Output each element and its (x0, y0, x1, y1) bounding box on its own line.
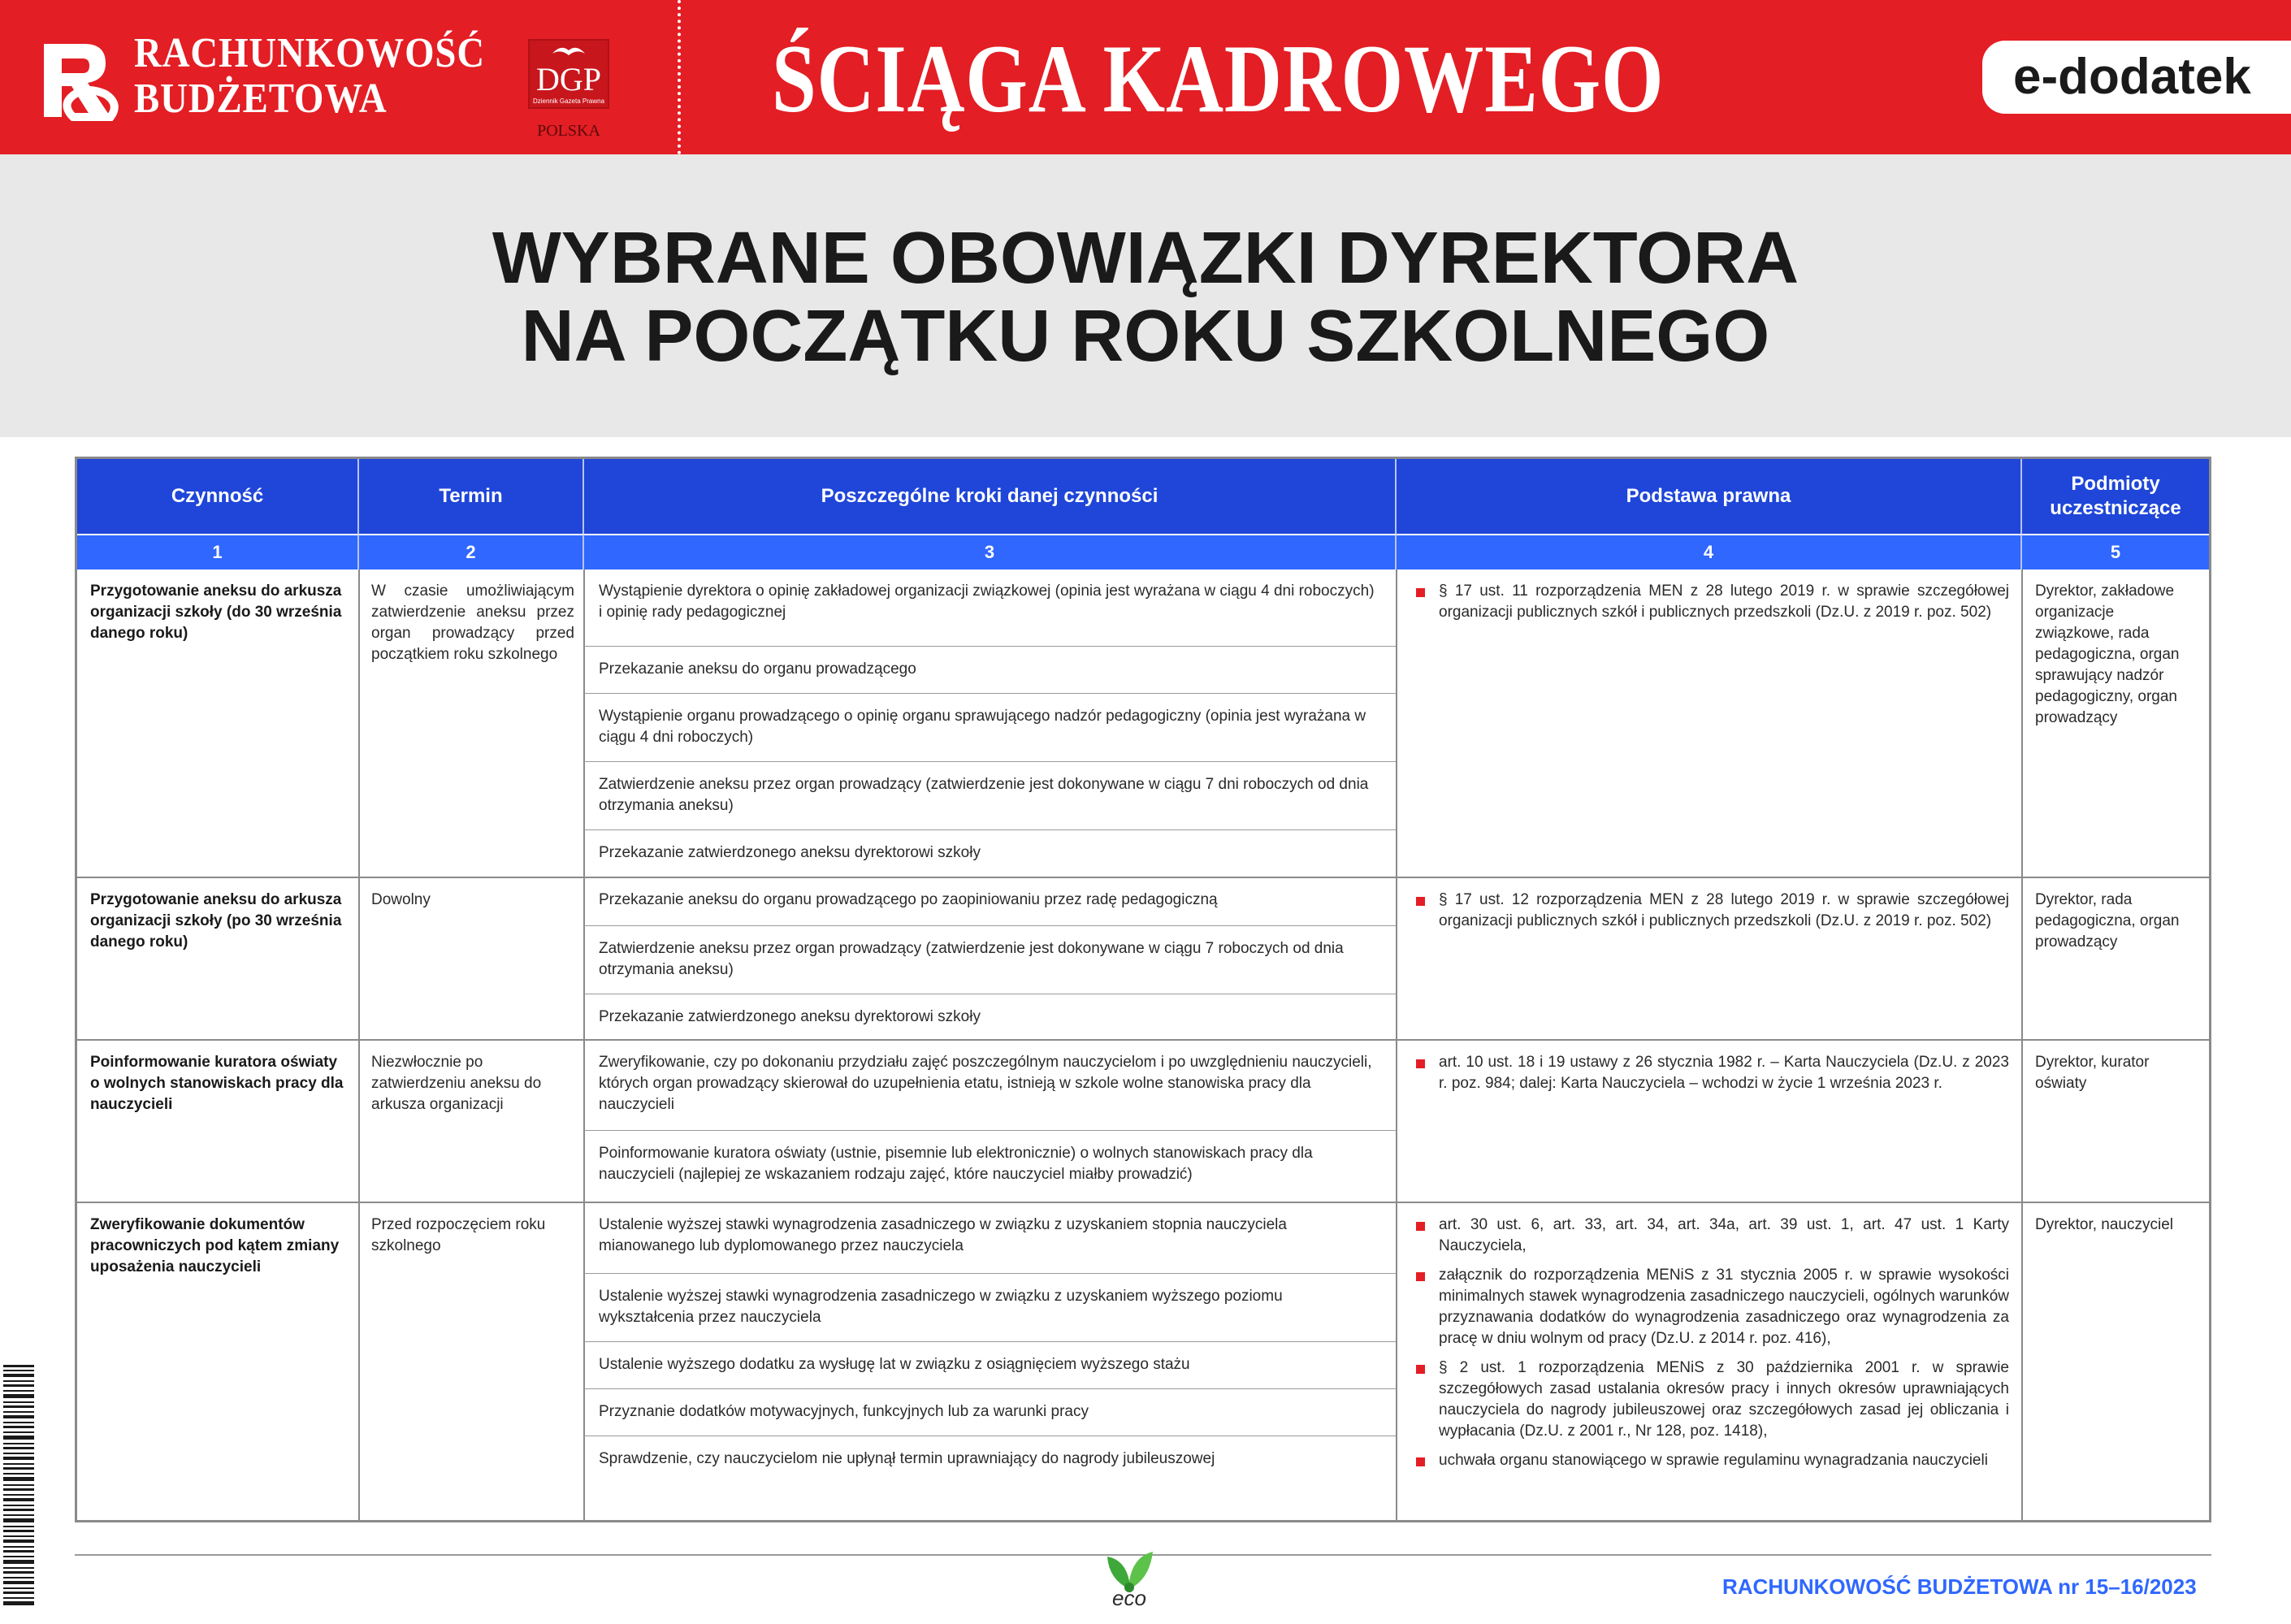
step-divider (584, 1341, 1397, 1342)
step-item: Przekazanie aneksu do organu prowadzącego po zaopiniowaniu przez radę pedagogiczną (599, 891, 1218, 908)
bullet-icon (1416, 1457, 1425, 1466)
step-item: Przekazanie aneksu do organu prowadzącego (599, 660, 916, 678)
term-cell: Niezwłocznie po zatwierdzeniu aneksu do arkusza organizacji (371, 1054, 542, 1113)
step-divider (584, 761, 1397, 762)
bullet-icon (1416, 588, 1425, 597)
step-divider (584, 693, 1397, 694)
column-header-term: Termin (359, 459, 584, 534)
legal-text: uchwała organu stanowiącego w sprawie regulaminu wynagradzania nauczycieli (1439, 1452, 1988, 1469)
term-cell: Przed rozpoczęciem roku szkolnego (371, 1216, 546, 1254)
dgp-logo (520, 32, 617, 146)
rb-logo-icon (37, 36, 127, 127)
brand-line-2: BUDŻETOWA (134, 76, 388, 122)
step-divider (584, 1130, 1397, 1131)
barcode-icon (0, 1365, 37, 1609)
column-number-5: 5 (2022, 534, 2209, 569)
legal-text: załącznik do rozporządzenia MENiS z 31 stycznia 2005 r. w sprawie wysokości minimalnych stawek wynagrodzenia zasadniczego nauczycieli, ogólnych warunków przyznawania dodatków do wynagrodzenia zasadniczego oraz wynagrodzenia za pracę w dniu wolnym od pracy (Dz.U. z 2014 r. poz. 416), (1439, 1267, 2009, 1347)
step-divider (584, 646, 1397, 647)
legal-item (1397, 1052, 2022, 1094)
activity-cell: Przygotowanie aneksu do arkusza organizacji szkoły (do 30 września danego roku) (90, 582, 342, 642)
legal-text: § 2 ust. 1 rozporządzenia MENiS z 30 października 2001 r. w sprawie szczegółowych zasad ustalania okresów pracy i innych okresów uprawniających nauczyciela do nagrody jubileuszowej oraz szczegółowych zasad jej obliczania i wypłacania (Dz.U. z 2001 r., Nr 128, poz. 1418), (1439, 1359, 2009, 1440)
column-header-legal-basis: Podstawa prawna (1397, 459, 2022, 534)
row-divider (77, 1039, 2209, 1041)
e-dodatek-badge: e-dodatek (1982, 41, 2291, 114)
bullet-icon (1416, 1272, 1425, 1281)
step-item: Ustalenie wyższej stawki wynagrodzenia zasadniczego w związku z uzyskaniem stopnia nauczyciela mianowanego lub dyplomowanego przez nauczyciela (599, 1216, 1287, 1254)
page-title: ŚCIĄGA KADROWEGO (772, 24, 1665, 132)
column-header-steps: Poszczególne kroki danej czynności (584, 459, 1397, 534)
legal-item (1397, 1215, 2022, 1257)
row-divider (77, 1202, 2209, 1203)
step-item: Zatwierdzenie aneksu przez organ prowadzący (zatwierdzenie jest dokonywane w ciągu 7 roboczych od dnia otrzymania aneksu) (599, 940, 1344, 978)
step-item: Wystąpienie organu prowadzącego o opinię organu sprawującego nadzór pedagogiczny (opinia jest wyrażana w ciągu 4 dni roboczych) (599, 708, 1366, 746)
eco-label: eco (1112, 1586, 1146, 1610)
term-cell: W czasie umożliwiającym zatwierdzenie aneksu przez organ prowadzący przed początkiem roku szkolnego (371, 582, 574, 663)
term-cell: Dowolny (371, 891, 431, 908)
legal-text: § 17 ust. 11 rozporządzenia MEN z 28 lutego 2019 r. w sprawie szczegółowej organizacji publicznych szkół i publicznych przedszkoli (Dz.U. z 2019 r. poz. 502) (1439, 582, 2009, 621)
legal-text: art. 30 ust. 6, art. 33, art. 34, art. 34a, art. 39 ust. 1, art. 47 ust. 1 Karty Nauczyciela, (1439, 1216, 2009, 1254)
document-heading (0, 219, 2291, 375)
bullet-icon (1416, 1222, 1425, 1231)
legal-text: § 17 ust. 12 rozporządzenia MEN z 28 lutego 2019 r. w sprawie szczegółowej organizacji publicznych szkół i publicznych przedszkoli (Dz.U. z 2019 r. poz. 502) (1439, 891, 2009, 929)
step-item: Sprawdzenie, czy nauczycielom nie upłynął termin uprawniający do nagrody jubileuszowej (599, 1450, 1215, 1467)
bullet-icon (1416, 897, 1425, 906)
step-divider (584, 925, 1397, 926)
legal-basis-cell (1397, 1215, 2022, 1479)
entities-cell: Dyrektor, nauczyciel (2035, 1216, 2174, 1233)
bullet-icon (1416, 1059, 1425, 1068)
legal-basis-cell (1397, 1052, 2022, 1102)
step-divider (584, 829, 1397, 830)
eco-logo (1093, 1539, 1166, 1620)
entities-cell: Dyrektor, kurator oświaty (2035, 1054, 2150, 1092)
publication-footer: RACHUNKOWOŚĆ BUDŻETOWA nr 15–16/2023 (1722, 1574, 2197, 1599)
column-divider (358, 569, 360, 1520)
eagle-icon (551, 42, 587, 57)
duties-table (75, 457, 2211, 1522)
column-header-activity: Czynność (77, 459, 359, 534)
dgp-country: POLSKA (537, 122, 600, 140)
dgp-logo-text: DGP (535, 61, 602, 97)
entities-cell: Dyrektor, zakładowe organizacje związkowe, rada pedagogiczna, organ sprawujący nadzór pedagogiczny, organ prowadzący (2035, 582, 2180, 726)
legal-item (1397, 1450, 2022, 1471)
step-item: Przekazanie zatwierdzonego aneksu dyrektorowi szkoły (599, 1008, 981, 1025)
step-item: Wystąpienie dyrektora o opinię zakładowej organizacji związkowej (opinia jest wyrażana w ciągu 4 dni roboczych) i opinię rady pedagogicznej (599, 582, 1375, 621)
step-item: Zatwierdzenie aneksu przez organ prowadzący (zatwierdzenie jest dokonywane w ciągu 7 dni roboczych od dnia otrzymania aneksu) (599, 776, 1369, 814)
step-item: Ustalenie wyższej stawki wynagrodzenia zasadniczego w związku z uzyskaniem wyższego poziomu wykształcenia przez nauczyciela (599, 1288, 1283, 1326)
legal-text: art. 10 ust. 18 i 19 ustawy z 26 stycznia 1982 r. – Karta Nauczyciela (Dz.U. z 2023 r. poz. 984; dalej: Karta Nauczyciela – wchodzi w życie 1 września 2023 r. (1439, 1054, 2009, 1092)
activity-cell: Zweryfikowanie dokumentów pracowniczych pod kątem zmiany uposażenia nauczycieli (90, 1216, 340, 1275)
step-item: Poinformowanie kuratora oświaty (ustnie, pisemnie lub elektronicznie) o wolnych stanowiskach pracy dla nauczycieli (najlepiej ze wskazaniem rodzaju zajęć, które nauczyciel miałby prowadzić) (599, 1145, 1313, 1183)
brand-name (134, 31, 485, 122)
step-item: Przyznanie dodatków motywacyjnych, funkcyjnych lub za warunki pracy (599, 1403, 1089, 1420)
column-number-2: 2 (359, 534, 584, 569)
brand-line-1: RACHUNKOWOŚĆ (134, 30, 486, 76)
step-divider (584, 1388, 1397, 1389)
legal-item (1397, 1358, 2022, 1442)
column-number-3: 3 (584, 534, 1397, 569)
heading-line-2: NA POCZĄTKU ROKU SZKOLNEGO (521, 296, 1770, 377)
legal-item (1397, 581, 2022, 623)
step-item: Przekazanie zatwierdzonego aneksu dyrektorowi szkoły (599, 844, 981, 861)
header-divider (678, 0, 681, 154)
entities-cell: Dyrektor, rada pedagogiczna, organ prowadzący (2035, 891, 2180, 951)
legal-item (1397, 1265, 2022, 1349)
legal-basis-cell (1397, 890, 2022, 940)
heading-line-1: WYBRANE OBOWIĄZKI DYREKTORA (492, 218, 1799, 299)
bullet-icon (1416, 1365, 1425, 1374)
row-divider (77, 877, 2209, 878)
dgp-logo-subtitle: Dziennik Gazeta Prawna (532, 97, 605, 105)
column-number-4: 4 (1397, 534, 2022, 569)
activity-cell: Poinformowanie kuratora oświaty o wolnych stanowiskach pracy dla nauczycieli (90, 1054, 344, 1113)
column-number-1: 1 (77, 534, 359, 569)
step-item: Ustalenie wyższego dodatku za wysługę lat w związku z osiągnięciem wyższego stażu (599, 1356, 1190, 1373)
legal-basis-cell (1397, 581, 2022, 631)
step-divider (584, 1273, 1397, 1274)
column-header-entities: Podmioty uczestniczące (2022, 459, 2209, 534)
top-banner (0, 0, 2291, 154)
legal-item (1397, 890, 2022, 932)
activity-cell: Przygotowanie aneksu do arkusza organizacji szkoły (po 30 września danego roku) (90, 891, 342, 951)
step-item: Zweryfikowanie, czy po dokonaniu przydziału zajęć poszczególnym nauczycielom i po uwzględnieniu nauczycieli, których organ prowadzący skierował do uzupełnienia etatu, istnieją w szkole wolne stanowiska pracy dla nauczycieli (599, 1054, 1372, 1113)
